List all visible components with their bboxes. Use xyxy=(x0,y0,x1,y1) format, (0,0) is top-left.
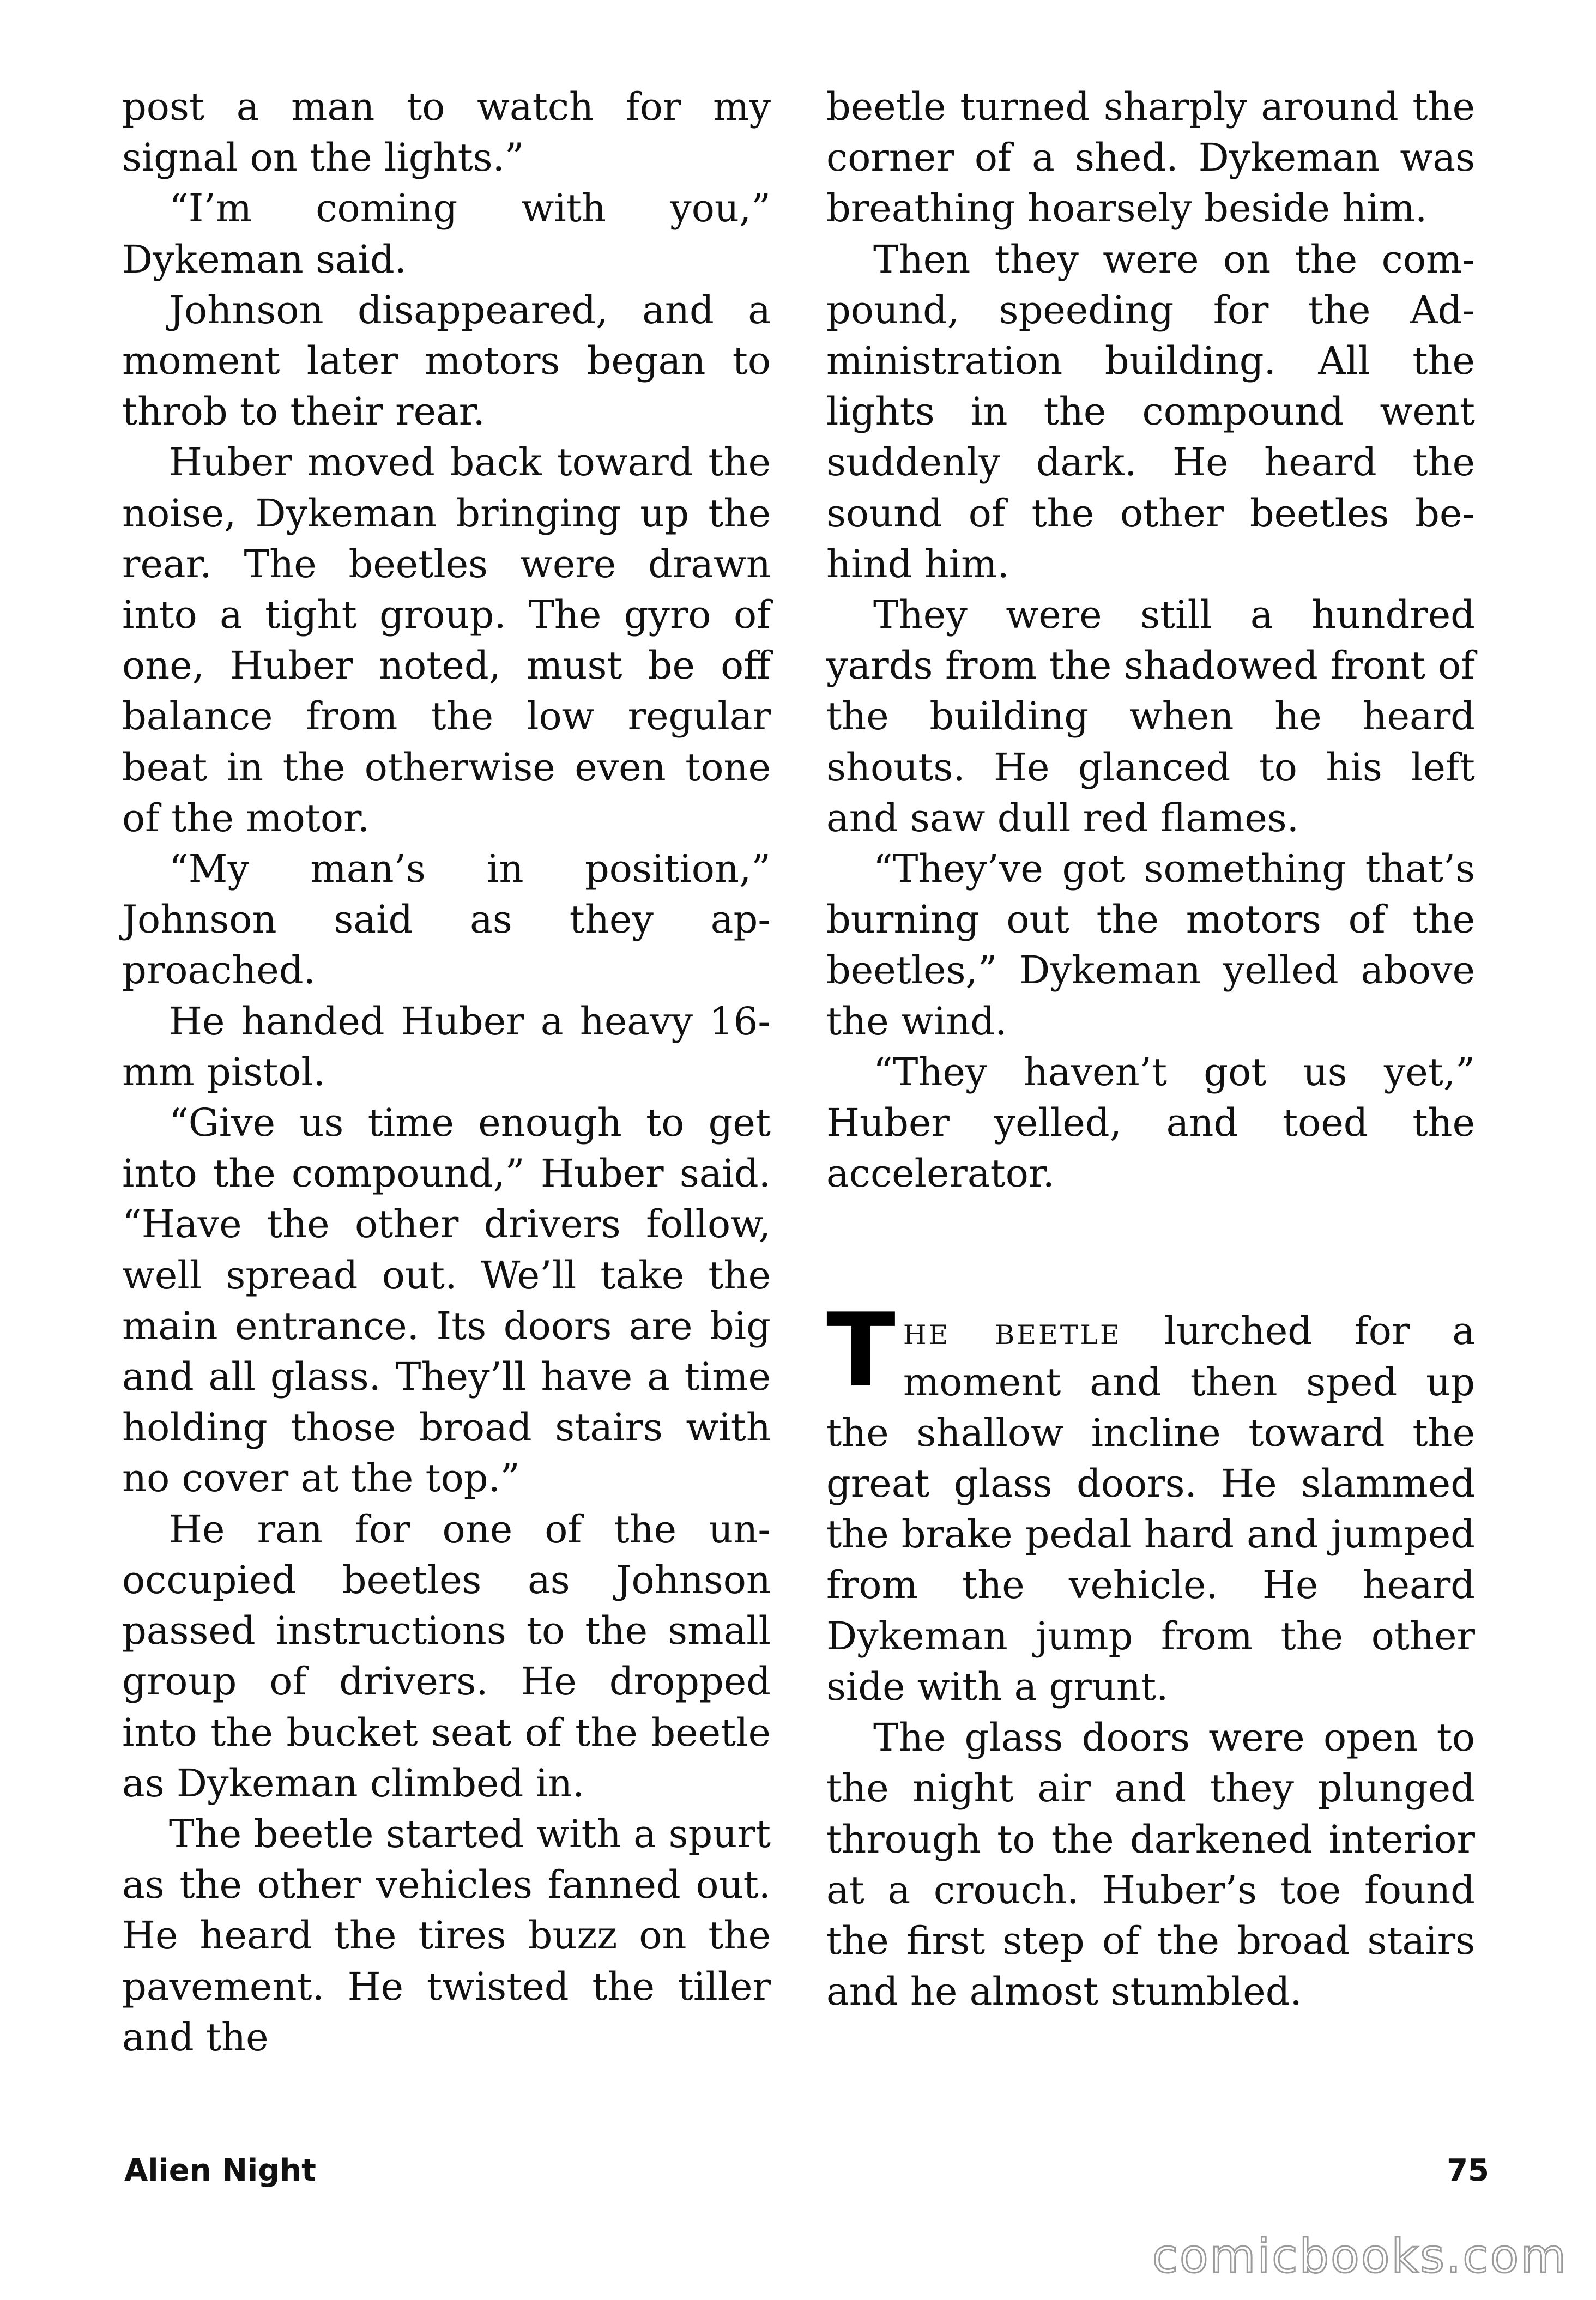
page-number: 75 xyxy=(1447,2153,1489,2188)
left-column xyxy=(122,82,771,2063)
paragraph: post a man to watch for my signal on the lights.” xyxy=(122,84,771,180)
running-footer-title: Alien Night xyxy=(124,2153,316,2188)
section-opening-text: lurched for a moment and then sped up the shallow incline toward the great glass doors. He slammed the brake pedal hard and jumped from the vehicle. He heard Dykeman jump from the other side with a grunt. xyxy=(826,1309,1475,1709)
paragraph: He handed Huber a heavy 16-mm pistol. xyxy=(122,998,771,1094)
paragraph: beetle turned sharply around the corner of a shed. Dykeman was breathing hoarsely beside him. xyxy=(826,84,1475,231)
drop-cap: T xyxy=(826,1291,896,1410)
paragraph: They were still a hundred yards from the shadowed front of the building when he heard shouts. He glanced to his left and saw dull red flames. xyxy=(826,592,1475,840)
paragraph: “I’m coming with you,” Dykeman said. xyxy=(122,186,771,282)
paragraph: The beetle started with a spurt as the other vehicles fanned out. He heard the tires buzz on the pavement. He twisted the tiller and the xyxy=(122,1811,771,2060)
small-caps-lead: he beetle xyxy=(903,1309,1122,1354)
section-opening-paragraph xyxy=(826,1291,1475,1712)
paragraph: He ran for one of the unoccupied beetles as Johnson passed instructions to the small group of drivers. He dropped into the bucket seat of the beetle as Dykeman climbed in. xyxy=(122,1506,771,1806)
paragraph: The glass doors were open to the night air and they plunged through to the darkened interior at a crouch. Huber’s toe found the first step of the broad stairs and he almost stumbled. xyxy=(826,1715,1475,2014)
paragraph: “They’ve got something that’s burning out the motors of the beetles,” Dykeman yelled above the wind. xyxy=(826,846,1475,1044)
paragraph: Then they were on the compound, speeding for the Administration building. All the lights in the compound went suddenly dark. He heard the sound of the other beetles behind him. xyxy=(826,237,1475,586)
paragraph: “Give us time enough to get into the compound,” Huber said. “Have the other drivers follow, well spread out. We’ll take the main entrance. Its doors are big and all glass. They’ll have a time holding those broad stairs with no cover at the top.” xyxy=(122,1100,771,1501)
paragraph: Johnson disappeared, and a moment later motors began to throb to their rear. xyxy=(122,287,771,434)
section-break xyxy=(826,1199,1475,1306)
watermark: comicbooks.com xyxy=(1152,2229,1568,2284)
paragraph: Huber moved back toward the noise, Dykeman bringing up the rear. The beetles were drawn into a tight group. The gyro of one, Huber noted, must be off balance from the low regular beat in the otherwise even tone of the motor. xyxy=(122,440,771,840)
paragraph: “My man’s in position,” Johnson said as they approached. xyxy=(122,846,771,993)
right-column xyxy=(826,82,1475,2017)
paragraph: “They haven’t got us yet,” Huber yelled, and toed the accelerator. xyxy=(826,1049,1475,1196)
